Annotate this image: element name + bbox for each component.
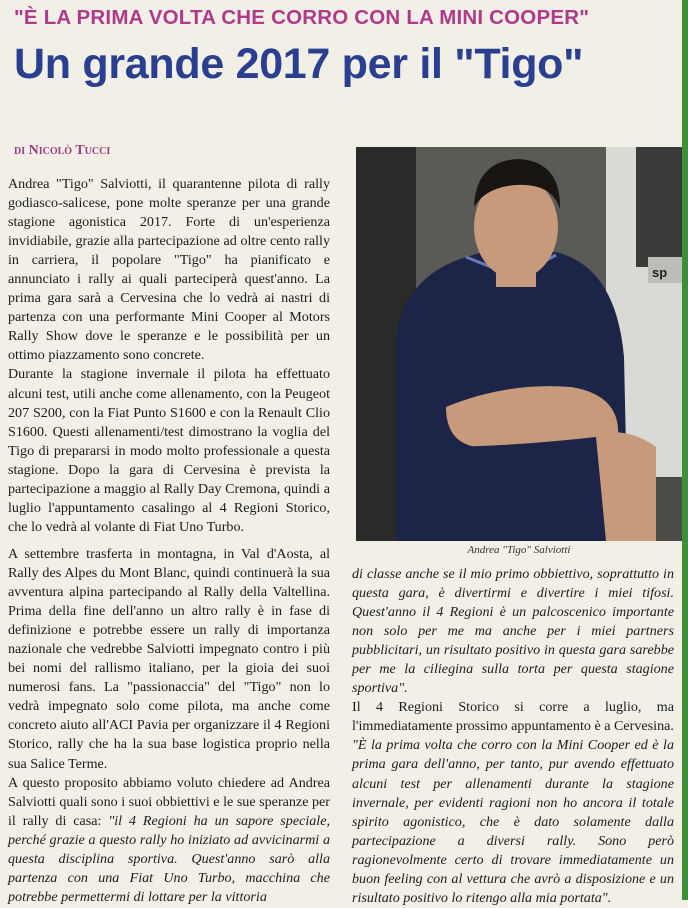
photo-caption: Andrea "Tigo" Salviotti bbox=[467, 544, 571, 556]
article-byline: di Nicolò Tucci bbox=[14, 143, 111, 158]
quote-text: "È la prima volta che corro con la Mini Cooper ed è la prima gara dell'anno, per tanto, pur avendo effettuato alcuni test per allenamenti durante la stagione invernale, per evidenti ragioni non ho ancora il totale spirito agonistico, che è dato solamente dalla partecipazione a diversi rally. Sono però ragionevolmente certo di trovare immediatamente un buon feeling con al vettura che avrò a disposizione e un risultato positivo lo ritengo alla mia portata". bbox=[352, 737, 674, 906]
article-column-left-lower bbox=[8, 545, 330, 907]
van-lettering: sp bbox=[652, 265, 668, 280]
page-edge-bar bbox=[682, 0, 688, 900]
quote-text: "il 4 Regioni ha un sapore speciale, perché grazie a questo rally ho iniziato ad avvicinarmi a questa disciplina sportiva. Quest'anno sarò alla partenza con una Fiat Uno Turbo, macchina che potrebbe permettermi di lottare per la vittoria bbox=[8, 812, 330, 905]
driver-photo-illustration bbox=[356, 147, 682, 541]
article-headline: Un grande 2017 per il "Tigo" bbox=[14, 40, 584, 88]
paragraph-text: A questo proposito abbiamo voluto chiedere ad Andrea Salviotti quali sono i suoi obbiettivi e le sue speranze per il rally di casa: bbox=[8, 774, 330, 829]
paragraph: Il 4 Regioni Storico si corre a luglio, ma l'immediatamente prossimo appuntamento è a Cervesina. bbox=[352, 699, 674, 735]
article-column-left-upper bbox=[8, 175, 330, 537]
paragraph: A settembre trasferta in montagna, in Val d'Aosta, al Rally des Alpes du Mont Blanc, quindi continuerà la sua avventura alpina partecipando al Rally della Valtellina. Prima della fine dell'anno un altro rally è in fase di definizione e potrebbe essere un rally di importanza nazionale che vedrebbe Salviotti impegnato contro i più bei nomi del rallismo italiano, per la gioia dei suoi numerosi fans. La "passionaccia" del "Tigo" non lo vedrà impegnato solo come pilota, ma anche come concreto aiuto all'ACI Pavia per organizzare il 4 Regioni Storico, rally che ha la sua base logistica proprio nella sua Salice Terme. bbox=[8, 546, 330, 772]
article-column-right bbox=[352, 565, 674, 908]
quote-text: di classe anche se il mio primo obbiettivo, soprattutto in questa gara, è divertirmi e divertire i miei tifosi. Quest'anno il 4 Regioni è un palcoscenico importante non solo per me ma anche per i miei partners pubblicitari, un risultato positivo in questa gara sarebbe per me la ciliegina sulla torta per questa stagione sportiva". bbox=[352, 566, 674, 697]
article-kicker: "È LA PRIMA VOLTA CHE CORRO CON LA MINI COOPER" bbox=[14, 6, 590, 29]
paragraph bbox=[8, 774, 330, 907]
paragraph: Andrea "Tigo" Salviotti, il quarantenne pilota di rally godiasco-salicese, pone molte speranze per una grande stagione agonistica 2017. Forte di un'esperienza invidiabile, grazie alla partecipazione ad oltre cento rally in carriera, il popolare "Tigo" ha pianificato e annunciato i rally ai quali parteciperà quest'anno. La prima gara sarà a Cervesina che lo vedrà ai nastri di partenza con una performante Mini Cooper al Motors Rally Show dove le speranze e le possibilità per un ottimo piazzamento sono concrete. bbox=[8, 176, 330, 364]
paragraph: Durante la stagione invernale il pilota ha effettuato alcuni test, utili anche come allenamento, con la Peugeot 207 S200, con la Fiat Punto S1600 e con la Renault Clio S1600. Questi allenamenti/test dimostrano la voglia del Tigo di prepararsi in modo molto professionale a questa stagione. Dopo la gara di Cervesina è prevista la partecipazione a maggio al Rally Day Cremona, quindi a luglio l'appuntamento casalingo al 4 Regioni Storico, che lo vedrà al volante di Fiat Uno Turbo. bbox=[8, 366, 330, 535]
driver-photo bbox=[356, 147, 682, 541]
